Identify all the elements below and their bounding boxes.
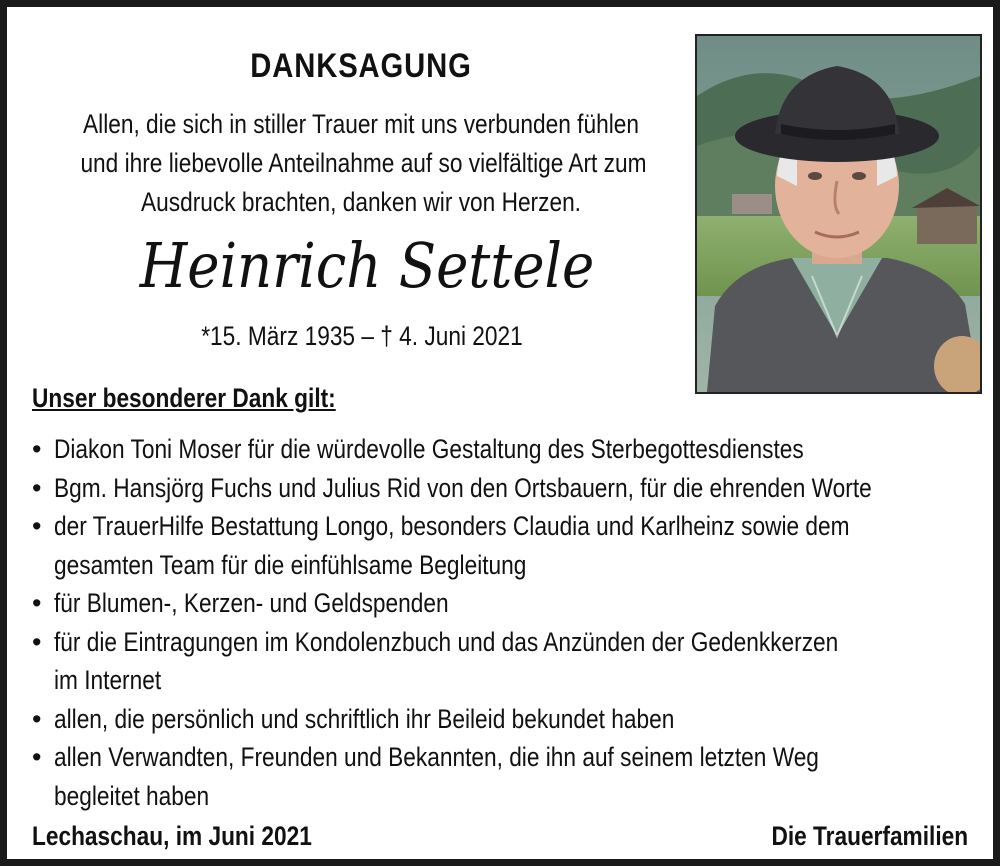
deceased-name: Heinrich Settele: [139, 229, 595, 302]
list-item: [32, 584, 992, 623]
signature: Die Trauerfamilien: [771, 821, 968, 851]
list-item-text: allen, die persönlich und schriftlich ihr Beileid bekundet haben: [54, 703, 675, 734]
intro-text: [27, 105, 695, 222]
bullet-icon: •: [32, 626, 42, 657]
thanks-list: [32, 430, 992, 815]
list-item-text: für Blumen-, Kerzen- und Geldspenden: [54, 588, 449, 618]
list-item-text: Bgm. Hansjörg Fuchs und Julius Rid von den Ortsbauern, für die ehrenden Worte: [54, 472, 872, 503]
portrait-photo: [695, 34, 982, 394]
intro-line: Allen, die sich in stiller Trauer mit uns verbunden fühlen: [83, 109, 639, 139]
list-item-text: im Internet: [54, 665, 162, 695]
list-item: [32, 623, 992, 700]
intro-line: und ihre liebevolle Anteilnahme auf so vielfältige Art zum: [80, 148, 647, 178]
list-item-text: begleitet haben: [54, 780, 210, 811]
list-item: [32, 700, 992, 739]
list-item-text: der TrauerHilfe Bestattung Longo, besonders Claudia und Karlheinz sowie dem: [54, 511, 850, 541]
list-item-text: für die Eintragungen im Kondolenzbuch und das Anzünden der Gedenkkerzen: [54, 626, 839, 657]
portrait-photo-icon: [697, 36, 980, 392]
thanks-heading: Unser besonderer Dank gilt:: [32, 383, 336, 413]
list-item: [32, 469, 992, 508]
intro-line: Ausdruck brachten, danken wir von Herzen.: [141, 187, 581, 217]
life-dates: *15. März 1935 – † 4. Juni 2021: [201, 321, 523, 351]
list-item: [32, 738, 992, 815]
bullet-icon: •: [32, 434, 42, 464]
list-item: [32, 507, 992, 584]
list-item: [32, 430, 992, 469]
place-and-date: Lechaschau, im Juni 2021: [32, 821, 312, 851]
bullet-icon: •: [32, 742, 42, 772]
list-item-text: allen Verwandten, Freunden und Bekannten, die ihn auf seinem letzten Weg: [54, 742, 819, 772]
list-item-text: gesamten Team für die einfühlsame Begleitung: [54, 549, 527, 580]
bullet-icon: •: [32, 588, 42, 618]
bullet-icon: •: [32, 472, 42, 503]
bullet-icon: •: [32, 703, 42, 734]
bullet-icon: •: [32, 511, 42, 541]
list-item-text: Diakon Toni Moser für die würdevolle Gestaltung des Sterbegottesdienstes: [54, 434, 804, 464]
notice-title: DANKSAGUNG: [250, 47, 472, 85]
